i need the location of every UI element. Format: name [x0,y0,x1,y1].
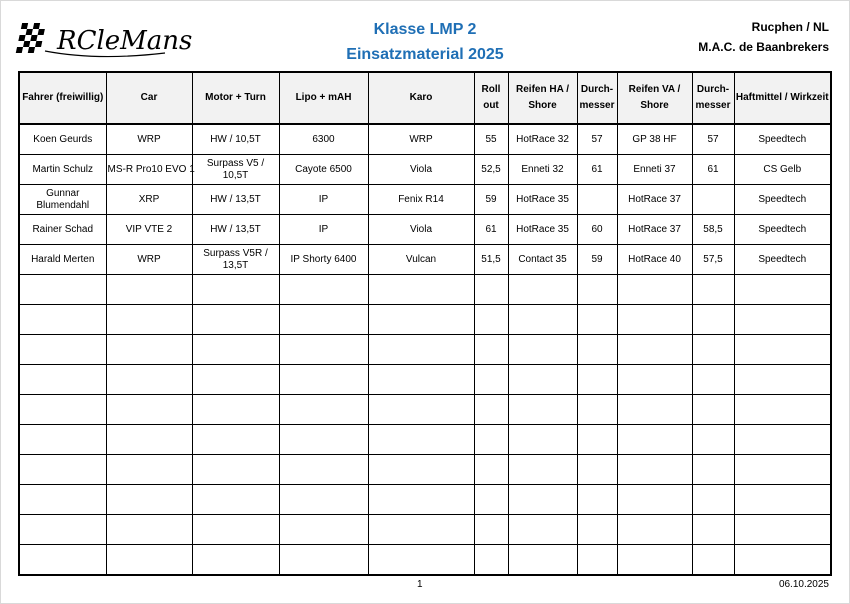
table-cell [508,425,577,455]
table-cell: WRP [106,124,192,155]
table-cell [368,545,474,576]
table-cell [734,455,831,485]
title-block [281,19,569,67]
table-cell: 52,5 [474,155,508,185]
table-cell: WRP [368,124,474,155]
table-cell [19,485,106,515]
table-cell [474,515,508,545]
rclemans-logo [17,13,193,63]
table-cell [192,545,279,576]
table-cell: 6300 [279,124,368,155]
table-cell: Surpass V5R / 13,5T [192,245,279,275]
table-cell [577,275,617,305]
logo-text: RCleMans [57,26,193,56]
table-header-row [19,72,831,124]
table-cell [617,275,692,305]
table-cell [192,395,279,425]
table-cell [577,335,617,365]
table-cell: XRP [106,185,192,215]
table-cell [577,455,617,485]
table-row [19,185,831,215]
table-cell [19,305,106,335]
table-cell: Harald Merten [19,245,106,275]
table-cell: 57,5 [692,245,734,275]
table-cell [617,395,692,425]
table-cell: HW / 13,5T [192,215,279,245]
table-cell [474,335,508,365]
table-cell: HW / 10,5T [192,124,279,155]
table-cell [106,365,192,395]
table-cell: 59 [577,245,617,275]
table-cell [508,395,577,425]
col-header-durchmesser-va: Durch-messer [692,72,734,124]
table-cell [617,545,692,576]
table-cell: VIP VTE 2 [106,215,192,245]
table-cell [617,365,692,395]
table-cell [106,275,192,305]
table-cell [734,275,831,305]
table-cell [192,485,279,515]
table-cell: HotRace 35 [508,185,577,215]
empty-table-row [19,485,831,515]
table-cell: 59 [474,185,508,215]
table-cell: HotRace 37 [617,215,692,245]
col-header-fahrer: Fahrer (freiwillig) [19,72,106,124]
empty-table-row [19,365,831,395]
table-cell [19,335,106,365]
table-cell [279,395,368,425]
table-cell [368,455,474,485]
club-name: M.A.C. de Baanbrekers [698,40,829,54]
table-cell [474,395,508,425]
page-title: Klasse LMP 2 [373,21,477,38]
table-cell [508,485,577,515]
table-cell: 51,5 [474,245,508,275]
empty-table-row [19,275,831,305]
table-cell [368,395,474,425]
table-cell: Cayote 6500 [279,155,368,185]
table-cell: Rainer Schad [19,215,106,245]
table-cell [508,275,577,305]
table-cell [368,275,474,305]
table-cell: 55 [474,124,508,155]
table-cell: Surpass V5 / 10,5T [192,155,279,185]
table-cell: 57 [692,124,734,155]
table-cell [617,485,692,515]
table-cell: Viola [368,155,474,185]
table-cell [368,335,474,365]
footer-date: 06.10.2025 [778,579,829,590]
table-cell [617,515,692,545]
col-header-rollout: Roll out [474,72,508,124]
table-row [19,124,831,155]
table-cell [577,395,617,425]
table-cell [617,425,692,455]
table-cell [692,395,734,425]
table-cell [474,305,508,335]
table-cell [577,365,617,395]
table-cell [692,455,734,485]
table-cell [106,395,192,425]
table-cell: HotRace 32 [508,124,577,155]
organizer-block [698,17,829,57]
table-cell: CS Gelb [734,155,831,185]
table-cell [474,365,508,395]
col-header-haftmittel: Haftmittel / Wirkzeit [734,72,831,124]
table-cell [692,545,734,576]
table-cell: GP 38 HF [617,124,692,155]
col-header-durchmesser-ha: Durch-messer [577,72,617,124]
table-cell [734,365,831,395]
table-cell [368,305,474,335]
table-cell: Enneti 37 [617,155,692,185]
table-cell: IP [279,185,368,215]
table-cell [279,305,368,335]
page-subtitle: Einsatzmaterial 2025 [346,46,504,63]
col-header-karo: Karo [368,72,474,124]
table-cell [508,365,577,395]
table-cell [508,455,577,485]
table-cell [474,275,508,305]
table-cell [192,305,279,335]
table-cell [279,365,368,395]
empty-table-row [19,515,831,545]
table-cell [19,365,106,395]
table-cell [192,365,279,395]
table-cell [19,275,106,305]
table-cell [19,455,106,485]
table-cell: 57 [577,124,617,155]
table-cell: Enneti 32 [508,155,577,185]
table-cell [508,305,577,335]
equipment-table [18,71,832,576]
empty-table-row [19,305,831,335]
table-cell [734,485,831,515]
table-cell [474,485,508,515]
table-cell [279,275,368,305]
col-header-motor: Motor + Turn [192,72,279,124]
table-cell [192,275,279,305]
table-cell [19,395,106,425]
table-cell: Speedtech [734,124,831,155]
table-cell [192,455,279,485]
table-cell [106,425,192,455]
table-cell: Contact 35 [508,245,577,275]
table-cell: HotRace 37 [617,185,692,215]
table-cell [19,515,106,545]
empty-table-row [19,395,831,425]
table-cell: Speedtech [734,185,831,215]
table-cell [692,305,734,335]
empty-table-row [19,425,831,455]
table-cell: HotRace 35 [508,215,577,245]
table-cell [474,545,508,576]
table-cell [734,545,831,576]
table-cell [577,515,617,545]
table-cell: HotRace 40 [617,245,692,275]
table-cell [279,485,368,515]
table-cell: Vulcan [368,245,474,275]
table-cell [106,335,192,365]
table-cell [279,515,368,545]
table-cell: 61 [474,215,508,245]
table-cell [508,515,577,545]
table-cell [106,455,192,485]
table-cell: WRP [106,245,192,275]
table-cell [368,515,474,545]
table-cell [617,305,692,335]
table-cell: IP Shorty 6400 [279,245,368,275]
table-cell [617,455,692,485]
table-cell [368,425,474,455]
col-header-reifen-va: Reifen VA / Shore [617,72,692,124]
table-cell [577,545,617,576]
table-cell [692,185,734,215]
col-header-car: Car [106,72,192,124]
table-cell [192,515,279,545]
page-number: 1 [417,579,423,590]
table-cell [368,365,474,395]
table-cell: 61 [577,155,617,185]
empty-table-row [19,545,831,576]
table-cell: Speedtech [734,245,831,275]
table-cell [279,425,368,455]
table-cell [106,515,192,545]
empty-table-row [19,455,831,485]
table-cell [734,425,831,455]
table-cell [734,335,831,365]
table-cell [19,545,106,576]
table-cell [474,425,508,455]
table-cell: MS-R Pro10 EVO 1 [106,155,192,185]
table-cell [692,485,734,515]
table-cell [279,335,368,365]
table-cell [508,545,577,576]
table-cell: HW / 13,5T [192,185,279,215]
table-cell: Gunnar Blumendahl [19,185,106,215]
table-cell [734,515,831,545]
table-row [19,155,831,185]
table-row [19,215,831,245]
table-cell [508,335,577,365]
table-cell: 58,5 [692,215,734,245]
col-header-lipo: Lipo + mAH [279,72,368,124]
table-cell [692,275,734,305]
table-cell: Speedtech [734,215,831,245]
table-cell [692,425,734,455]
table-body [19,124,831,575]
table-cell [734,305,831,335]
table-cell [577,305,617,335]
table-cell: 61 [692,155,734,185]
col-header-reifen-ha: Reifen HA / Shore [508,72,577,124]
table-cell [617,335,692,365]
table-cell [368,485,474,515]
table-cell [734,395,831,425]
empty-table-row [19,335,831,365]
table-row [19,245,831,275]
table-cell [19,425,106,455]
table-cell [106,485,192,515]
table-cell [279,455,368,485]
table-cell [577,485,617,515]
table-cell [106,305,192,335]
table-cell: Koen Geurds [19,124,106,155]
table-cell [577,185,617,215]
table-cell: Viola [368,215,474,245]
table-cell [692,365,734,395]
table-cell: Martin Schulz [19,155,106,185]
table-cell: Fenix R14 [368,185,474,215]
table-cell [192,425,279,455]
table-cell [577,425,617,455]
table-cell [692,335,734,365]
table-cell [192,335,279,365]
table-cell [106,545,192,576]
table-cell [474,455,508,485]
location-text: Rucphen / NL [751,20,829,34]
table-cell: IP [279,215,368,245]
table-cell [692,515,734,545]
table-cell [279,545,368,576]
table-cell: 60 [577,215,617,245]
